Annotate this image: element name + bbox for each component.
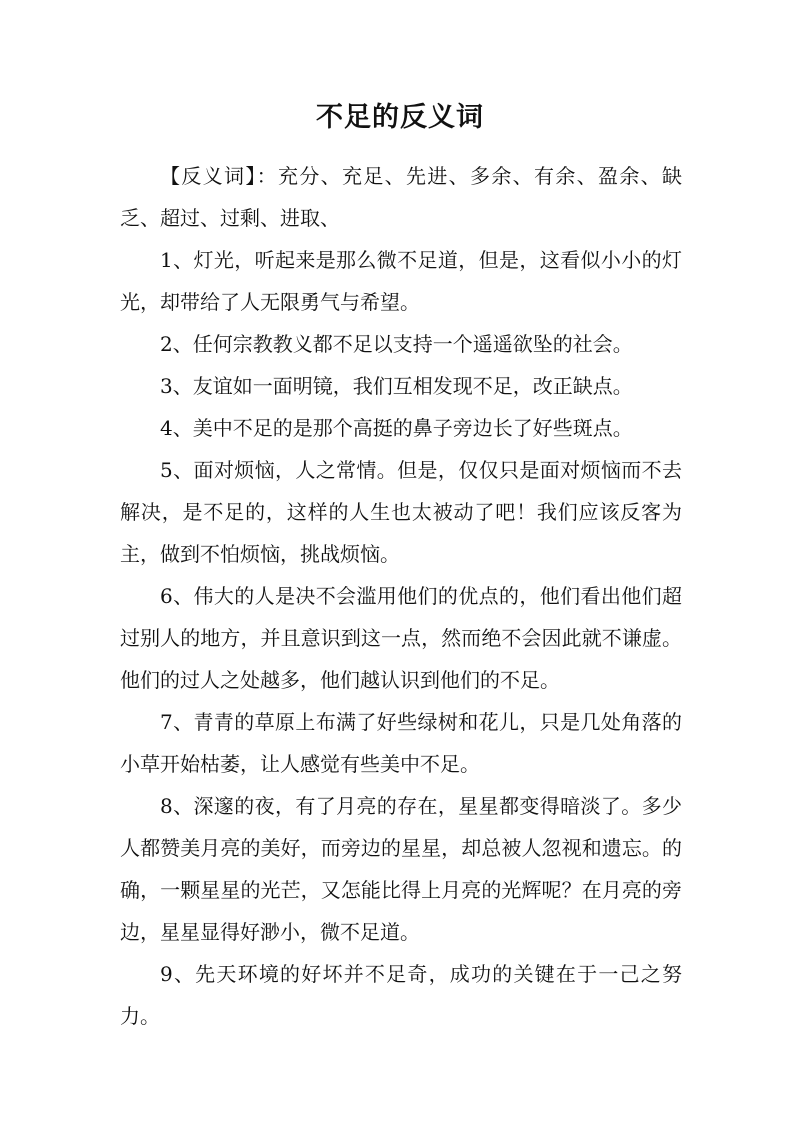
- paragraph-example-5: 5、面对烦恼，人之常情。但是，仅仅只是面对烦恼而不去解决，是不足的，这样的人生也太被动了吧！我们应该反客为主，做到不怕烦恼，挑战烦恼。: [120, 458, 682, 566]
- paragraph-example-6: 6、伟大的人是决不会滥用他们的优点的，他们看出他们超过别人的地方，并且意识到这一点，然而绝不会因此就不谦虚。他们的过人之处越多，他们越认识到他们的不足。: [120, 584, 682, 692]
- paragraph-antonyms: 【反义词】：充分、充足、先进、多余、有余、盈余、缺乏、超过、过剩、进取、: [120, 164, 682, 230]
- document-body: [120, 155, 682, 1037]
- paragraph-example-3: 3、友谊如一面明镜，我们互相发现不足，改正缺点。: [160, 374, 633, 398]
- paragraph-example-4: 4、美中不足的是那个高挺的鼻子旁边长了好些斑点。: [160, 416, 633, 440]
- paragraph-example-8: 8、深邃的夜，有了月亮的存在，星星都变得暗淡了。多少人都赞美月亮的美好，而旁边的星星，却总被人忽视和遗忘。的确，一颗星星的光芒，又怎能比得上月亮的光辉呢？在月亮的旁边，星星显得好渺小，微不足道。: [120, 794, 682, 944]
- document-title: 不足的反义词: [316, 102, 484, 133]
- paragraph-example-7: 7、青青的草原上布满了好些绿树和花儿，只是几处角落的小草开始枯萎，让人感觉有些美中不足。: [120, 710, 682, 776]
- paragraph-example-2: 2、任何宗教教义都不足以支持一个遥遥欲坠的社会。: [160, 332, 633, 356]
- paragraph-example-9: 9、先天环境的好坏并不足奇，成功的关键在于一己之努力。: [120, 962, 682, 1028]
- paragraph-example-1: 1、灯光，听起来是那么微不足道，但是，这看似小小的灯光，却带给了人无限勇气与希望。: [120, 248, 682, 314]
